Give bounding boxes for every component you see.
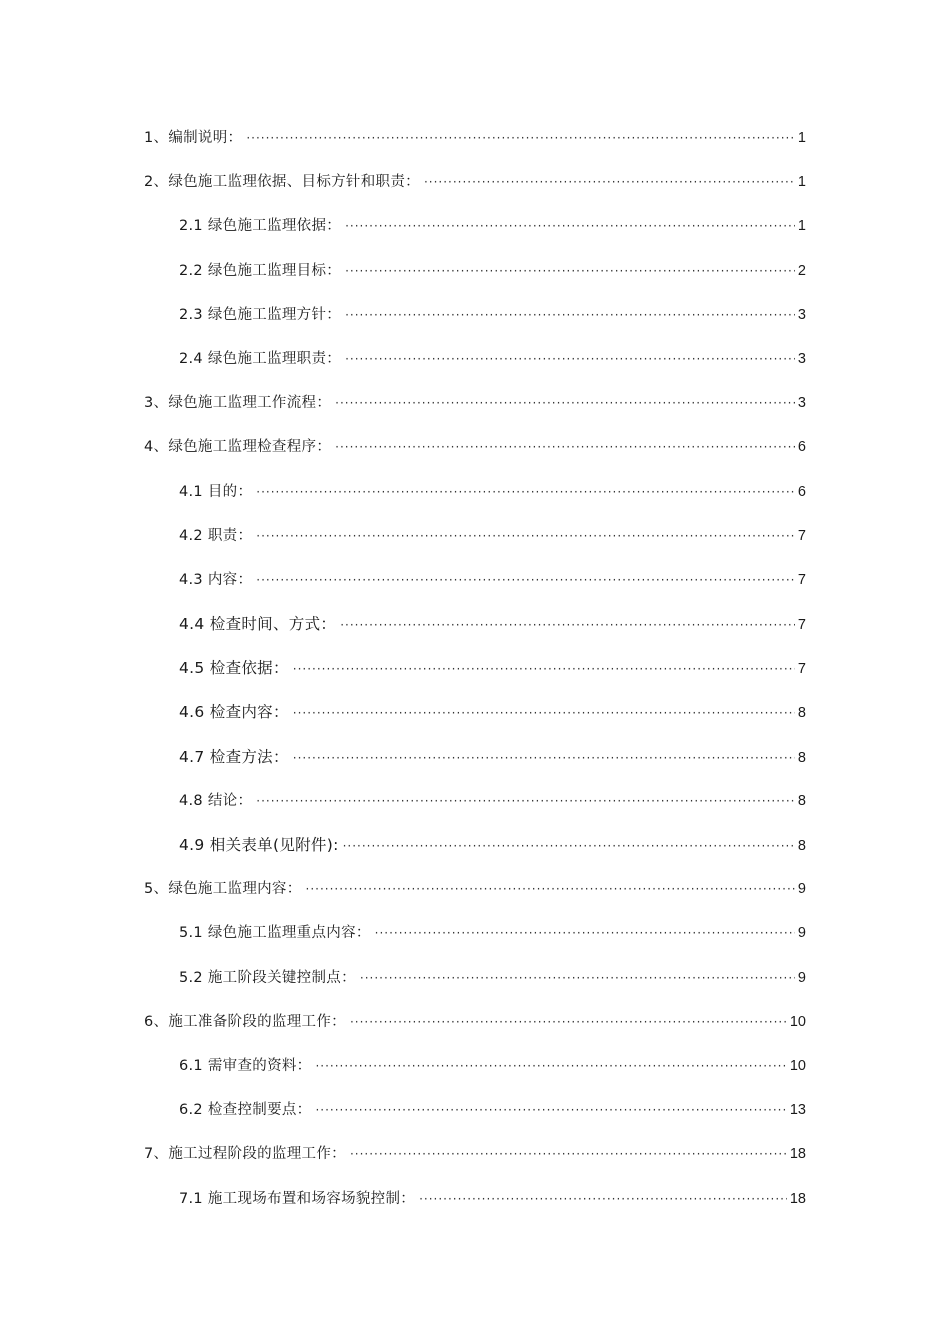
toc-leader-dots [293,736,795,780]
toc-entry-page: 9 [797,881,806,898]
toc-entry[interactable] [144,690,806,734]
toc-entry[interactable] [144,1177,806,1221]
toc-entry[interactable] [144,1044,806,1088]
toc-entry-page: 1 [797,218,806,235]
toc-entry[interactable] [144,337,806,381]
toc-entry[interactable] [144,381,806,425]
toc-entry[interactable] [144,867,806,911]
toc-entry-page: 7 [797,527,806,544]
toc-leader-dots [315,1088,786,1132]
toc-entry-page: 8 [797,705,806,722]
toc-entry[interactable] [144,249,806,293]
toc-entry-title: 2.1 绿色施工监理依据： [179,218,342,235]
toc-entry[interactable] [144,602,806,646]
toc-entry-title: 6.1 需审查的资料： [179,1057,312,1074]
toc-entry-page: 10 [789,1057,806,1074]
toc-entry-page: 6 [797,483,806,500]
toc-leader-dots [306,867,795,911]
toc-entry-page: 1 [797,174,806,191]
toc-entry-page: 3 [797,306,806,323]
toc-leader-dots [335,381,795,425]
toc-entry[interactable] [144,425,806,469]
toc-entry-title: 7、施工过程阶段的监理工作： [144,1146,346,1163]
toc-entry[interactable] [144,1088,806,1132]
toc-leader-dots [256,470,795,514]
toc-leader-dots [424,160,795,204]
toc-entry[interactable] [144,779,806,823]
toc-entry-title: 2.3 绿色施工监理方针： [179,306,342,323]
toc-entry[interactable] [144,1000,806,1044]
toc-entry-page: 6 [797,439,806,456]
toc-leader-dots [375,911,795,955]
toc-entry-page: 9 [797,969,806,986]
toc-entry[interactable] [144,470,806,514]
toc-entry-title: 4.6 检查内容： [179,703,289,722]
toc-leader-dots [315,1044,786,1088]
toc-entry[interactable] [144,116,806,160]
toc-entry-title: 4、绿色施工监理检查程序： [144,439,332,456]
toc-entry-title: 4.7 检查方法： [179,747,289,766]
toc-leader-dots [345,204,795,248]
toc-entry-page: 18 [789,1146,806,1163]
toc-entry[interactable] [144,956,806,1000]
toc-entry[interactable] [144,204,806,248]
toc-entry-page: 7 [797,571,806,588]
toc-entry[interactable] [144,823,806,867]
toc-leader-dots [345,249,795,293]
toc-leader-dots [256,514,795,558]
toc-leader-dots [350,1000,787,1044]
toc-entry-page: 2 [797,262,806,279]
toc-entry-title: 5.2 施工阶段关键控制点： [179,969,356,986]
toc-leader-dots [345,337,795,381]
toc-leader-dots [350,1132,787,1176]
toc-leader-dots [293,647,795,691]
toc-entry[interactable] [144,558,806,602]
toc-entry-title: 5、绿色施工监理内容： [144,881,302,898]
toc-entry-page: 3 [797,350,806,367]
toc-leader-dots [360,956,795,1000]
toc-leader-dots [343,824,795,868]
toc-entry-page: 7 [797,661,806,678]
toc-entry-page: 10 [789,1013,806,1030]
toc-entry-title: 7.1 施工现场布置和场容场貌控制： [179,1190,416,1207]
toc-entry-title: 5.1 绿色施工监理重点内容： [179,925,371,942]
toc-entry-title: 2.4 绿色施工监理职责： [179,350,342,367]
toc-entry-title: 6.2 检查控制要点： [179,1102,312,1119]
toc-entry-page: 13 [789,1102,806,1119]
toc-entry-title: 4.4 检查时间、方式： [179,615,337,634]
toc-entry-page: 8 [797,792,806,809]
toc-entry-title: 4.1 目的： [179,483,253,500]
toc-entry[interactable] [144,646,806,690]
toc-entry-page: 18 [789,1190,806,1207]
toc-leader-dots [246,116,795,160]
toc-entry[interactable] [144,160,806,204]
toc-entry-title: 2、绿色施工监理依据、目标方针和职责： [144,174,420,191]
toc-entry-page: 8 [797,749,806,766]
toc-entry-title: 1、编制说明： [144,130,243,146]
toc-entry-title: 4.8 结论： [179,792,253,809]
toc-entry-title: 2.2 绿色施工监理目标： [179,262,342,279]
toc-entry-page: 1 [797,130,806,146]
toc-entry-title: 6、施工准备阶段的监理工作： [144,1013,346,1030]
toc-entry-page: 7 [797,617,806,634]
toc-entry-page: 8 [797,838,806,854]
toc-leader-dots [293,691,795,735]
toc-leader-dots [256,779,795,823]
toc-leader-dots [256,558,795,602]
toc-entry[interactable] [144,1132,806,1176]
toc-entry-title: 3、绿色施工监理工作流程： [144,395,332,412]
toc-entry-page: 9 [797,925,806,942]
toc-leader-dots [340,603,795,647]
table-of-contents [144,116,806,1221]
toc-leader-dots [419,1177,787,1221]
toc-leader-dots [335,425,795,469]
toc-entry-title: 4.2 职责： [179,527,253,544]
toc-entry[interactable] [144,911,806,955]
toc-entry-title: 4.9 相关表单(见附件): [179,836,339,854]
toc-entry[interactable] [144,735,806,779]
toc-entry-title: 4.3 内容： [179,571,253,588]
toc-entry-title: 4.5 检查依据： [179,659,289,678]
toc-entry-page: 3 [797,395,806,412]
toc-entry[interactable] [144,514,806,558]
toc-leader-dots [345,293,795,337]
toc-entry[interactable] [144,293,806,337]
